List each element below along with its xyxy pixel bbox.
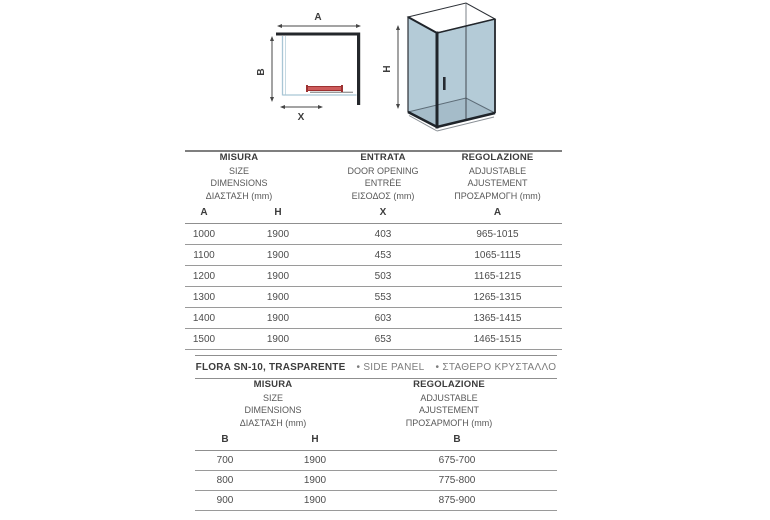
group-regolazione bbox=[433, 151, 562, 202]
group-title: MISURA bbox=[219, 152, 259, 163]
cell-x: 453 bbox=[333, 245, 433, 266]
group-subtitle: ADJUSTABLE bbox=[468, 165, 527, 176]
column-header-row bbox=[195, 429, 557, 451]
bullet-side-panel: • SIDE PANEL bbox=[356, 361, 425, 373]
dimensions-table-door bbox=[185, 150, 562, 350]
group-subtitle: SIZE bbox=[228, 165, 249, 176]
cell-a: 1000 bbox=[185, 224, 223, 245]
col-header-a: A bbox=[185, 202, 223, 224]
group-title: MISURA bbox=[253, 379, 293, 390]
col-header-h: H bbox=[223, 202, 333, 224]
cell-a: 1300 bbox=[185, 287, 223, 308]
table-row bbox=[185, 287, 562, 308]
table-row bbox=[185, 224, 562, 245]
door-handle bbox=[443, 77, 446, 90]
group-subtitle: ADJUSTABLE bbox=[420, 392, 478, 403]
group-subtitle: DIMENSIONS bbox=[210, 178, 268, 188]
cell-h: 1900 bbox=[255, 491, 375, 511]
cell-h: 1900 bbox=[223, 245, 333, 266]
dimension-h-arrow bbox=[382, 25, 400, 109]
group-subtitle: AJUSTEMENT bbox=[418, 405, 479, 415]
sliding-door-red-indicator bbox=[307, 85, 342, 92]
dimension-a-label: A bbox=[314, 12, 322, 23]
group-title: REGOLAZIONE bbox=[461, 152, 534, 163]
cell-h: 1900 bbox=[223, 308, 333, 329]
group-subtitle: ΠΡΟΣΑΡΜΟΓΗ (mm) bbox=[405, 417, 493, 428]
cell-x: 553 bbox=[333, 287, 433, 308]
col-header-x: X bbox=[333, 202, 433, 224]
cell-h: 1900 bbox=[255, 451, 375, 471]
group-subtitle: ΠΡΟΣΑΡΜΟΓΗ (mm) bbox=[454, 190, 541, 201]
cell-adj: 775-800 bbox=[375, 471, 557, 491]
group-entrata bbox=[333, 151, 433, 202]
group-title: ENTRATA bbox=[360, 152, 406, 163]
cell-adj: 675-700 bbox=[375, 451, 557, 471]
column-header-row bbox=[185, 202, 562, 224]
iso-view-diagram bbox=[378, 0, 548, 145]
dimension-x-arrow bbox=[280, 105, 323, 123]
cell-adj: 965-1015 bbox=[433, 224, 562, 245]
group-misura bbox=[185, 151, 333, 202]
group-subtitle: AJUSTEMENT bbox=[467, 178, 528, 188]
cell-b: 700 bbox=[195, 451, 255, 471]
cell-h: 1900 bbox=[223, 329, 333, 350]
group-subtitle: ΔΙΑΣΤΑΣΗ (mm) bbox=[239, 417, 307, 428]
cell-h: 1900 bbox=[223, 224, 333, 245]
cell-h: 1900 bbox=[223, 266, 333, 287]
col-header-b2: B bbox=[375, 429, 557, 451]
cell-adj: 1065-1115 bbox=[433, 245, 562, 266]
plan-view-diagram bbox=[252, 5, 372, 131]
dimension-x-label: X bbox=[297, 112, 305, 123]
cell-a: 1100 bbox=[185, 245, 223, 266]
cell-x: 403 bbox=[333, 224, 433, 245]
cell-b: 900 bbox=[195, 491, 255, 511]
group-subtitle: SIZE bbox=[262, 392, 283, 403]
group-title: REGOLAZIONE bbox=[413, 379, 485, 390]
group-misura bbox=[195, 379, 375, 429]
group-subtitle: ΕΙΣΟΔΟΣ (mm) bbox=[351, 190, 415, 201]
group-subtitle: ΔΙΑΣΤΑΣΗ (mm) bbox=[205, 190, 273, 201]
table-row bbox=[185, 308, 562, 329]
cell-adj: 1165-1215 bbox=[433, 266, 562, 287]
cell-a: 1200 bbox=[185, 266, 223, 287]
cell-adj: 1465-1515 bbox=[433, 329, 562, 350]
col-header-h: H bbox=[255, 429, 375, 451]
cell-b: 800 bbox=[195, 471, 255, 491]
group-subtitle: ENTRÉE bbox=[364, 178, 402, 188]
dimension-h-label: H bbox=[382, 65, 393, 73]
cell-adj: 1265-1315 bbox=[433, 287, 562, 308]
table-row bbox=[195, 491, 557, 511]
cell-x: 653 bbox=[333, 329, 433, 350]
dimensions-table-side-panel bbox=[195, 379, 557, 511]
group-subtitle: DOOR OPENING bbox=[347, 165, 419, 176]
cell-x: 503 bbox=[333, 266, 433, 287]
dimension-b-label: B bbox=[256, 68, 267, 76]
cell-a: 1500 bbox=[185, 329, 223, 350]
side-panel-section-header bbox=[195, 355, 557, 379]
table-row bbox=[195, 451, 557, 471]
bullet-fixed-glass-greek: • ΣΤΑΘΕΡΟ ΚΡΥΣΤΑΛΛΟ bbox=[435, 361, 557, 373]
group-header-row bbox=[195, 379, 557, 429]
cell-x: 603 bbox=[333, 308, 433, 329]
group-regolazione bbox=[375, 379, 557, 429]
table-row bbox=[185, 266, 562, 287]
group-header-row bbox=[185, 151, 562, 202]
dimension-b-arrow bbox=[256, 36, 274, 102]
col-header-b: B bbox=[195, 429, 255, 451]
cell-adj: 875-900 bbox=[375, 491, 557, 511]
group-subtitle: DIMENSIONS bbox=[244, 405, 302, 415]
product-name: FLORA SN-10, TRASPARENTE bbox=[195, 361, 346, 373]
dimension-a-arrow bbox=[277, 12, 361, 28]
cell-adj: 1365-1415 bbox=[433, 308, 562, 329]
cell-a: 1400 bbox=[185, 308, 223, 329]
table-row bbox=[195, 471, 557, 491]
cell-h: 1900 bbox=[223, 287, 333, 308]
col-header-a2: A bbox=[433, 202, 562, 224]
table-row bbox=[185, 329, 562, 350]
table-row bbox=[185, 245, 562, 266]
cell-h: 1900 bbox=[255, 471, 375, 491]
